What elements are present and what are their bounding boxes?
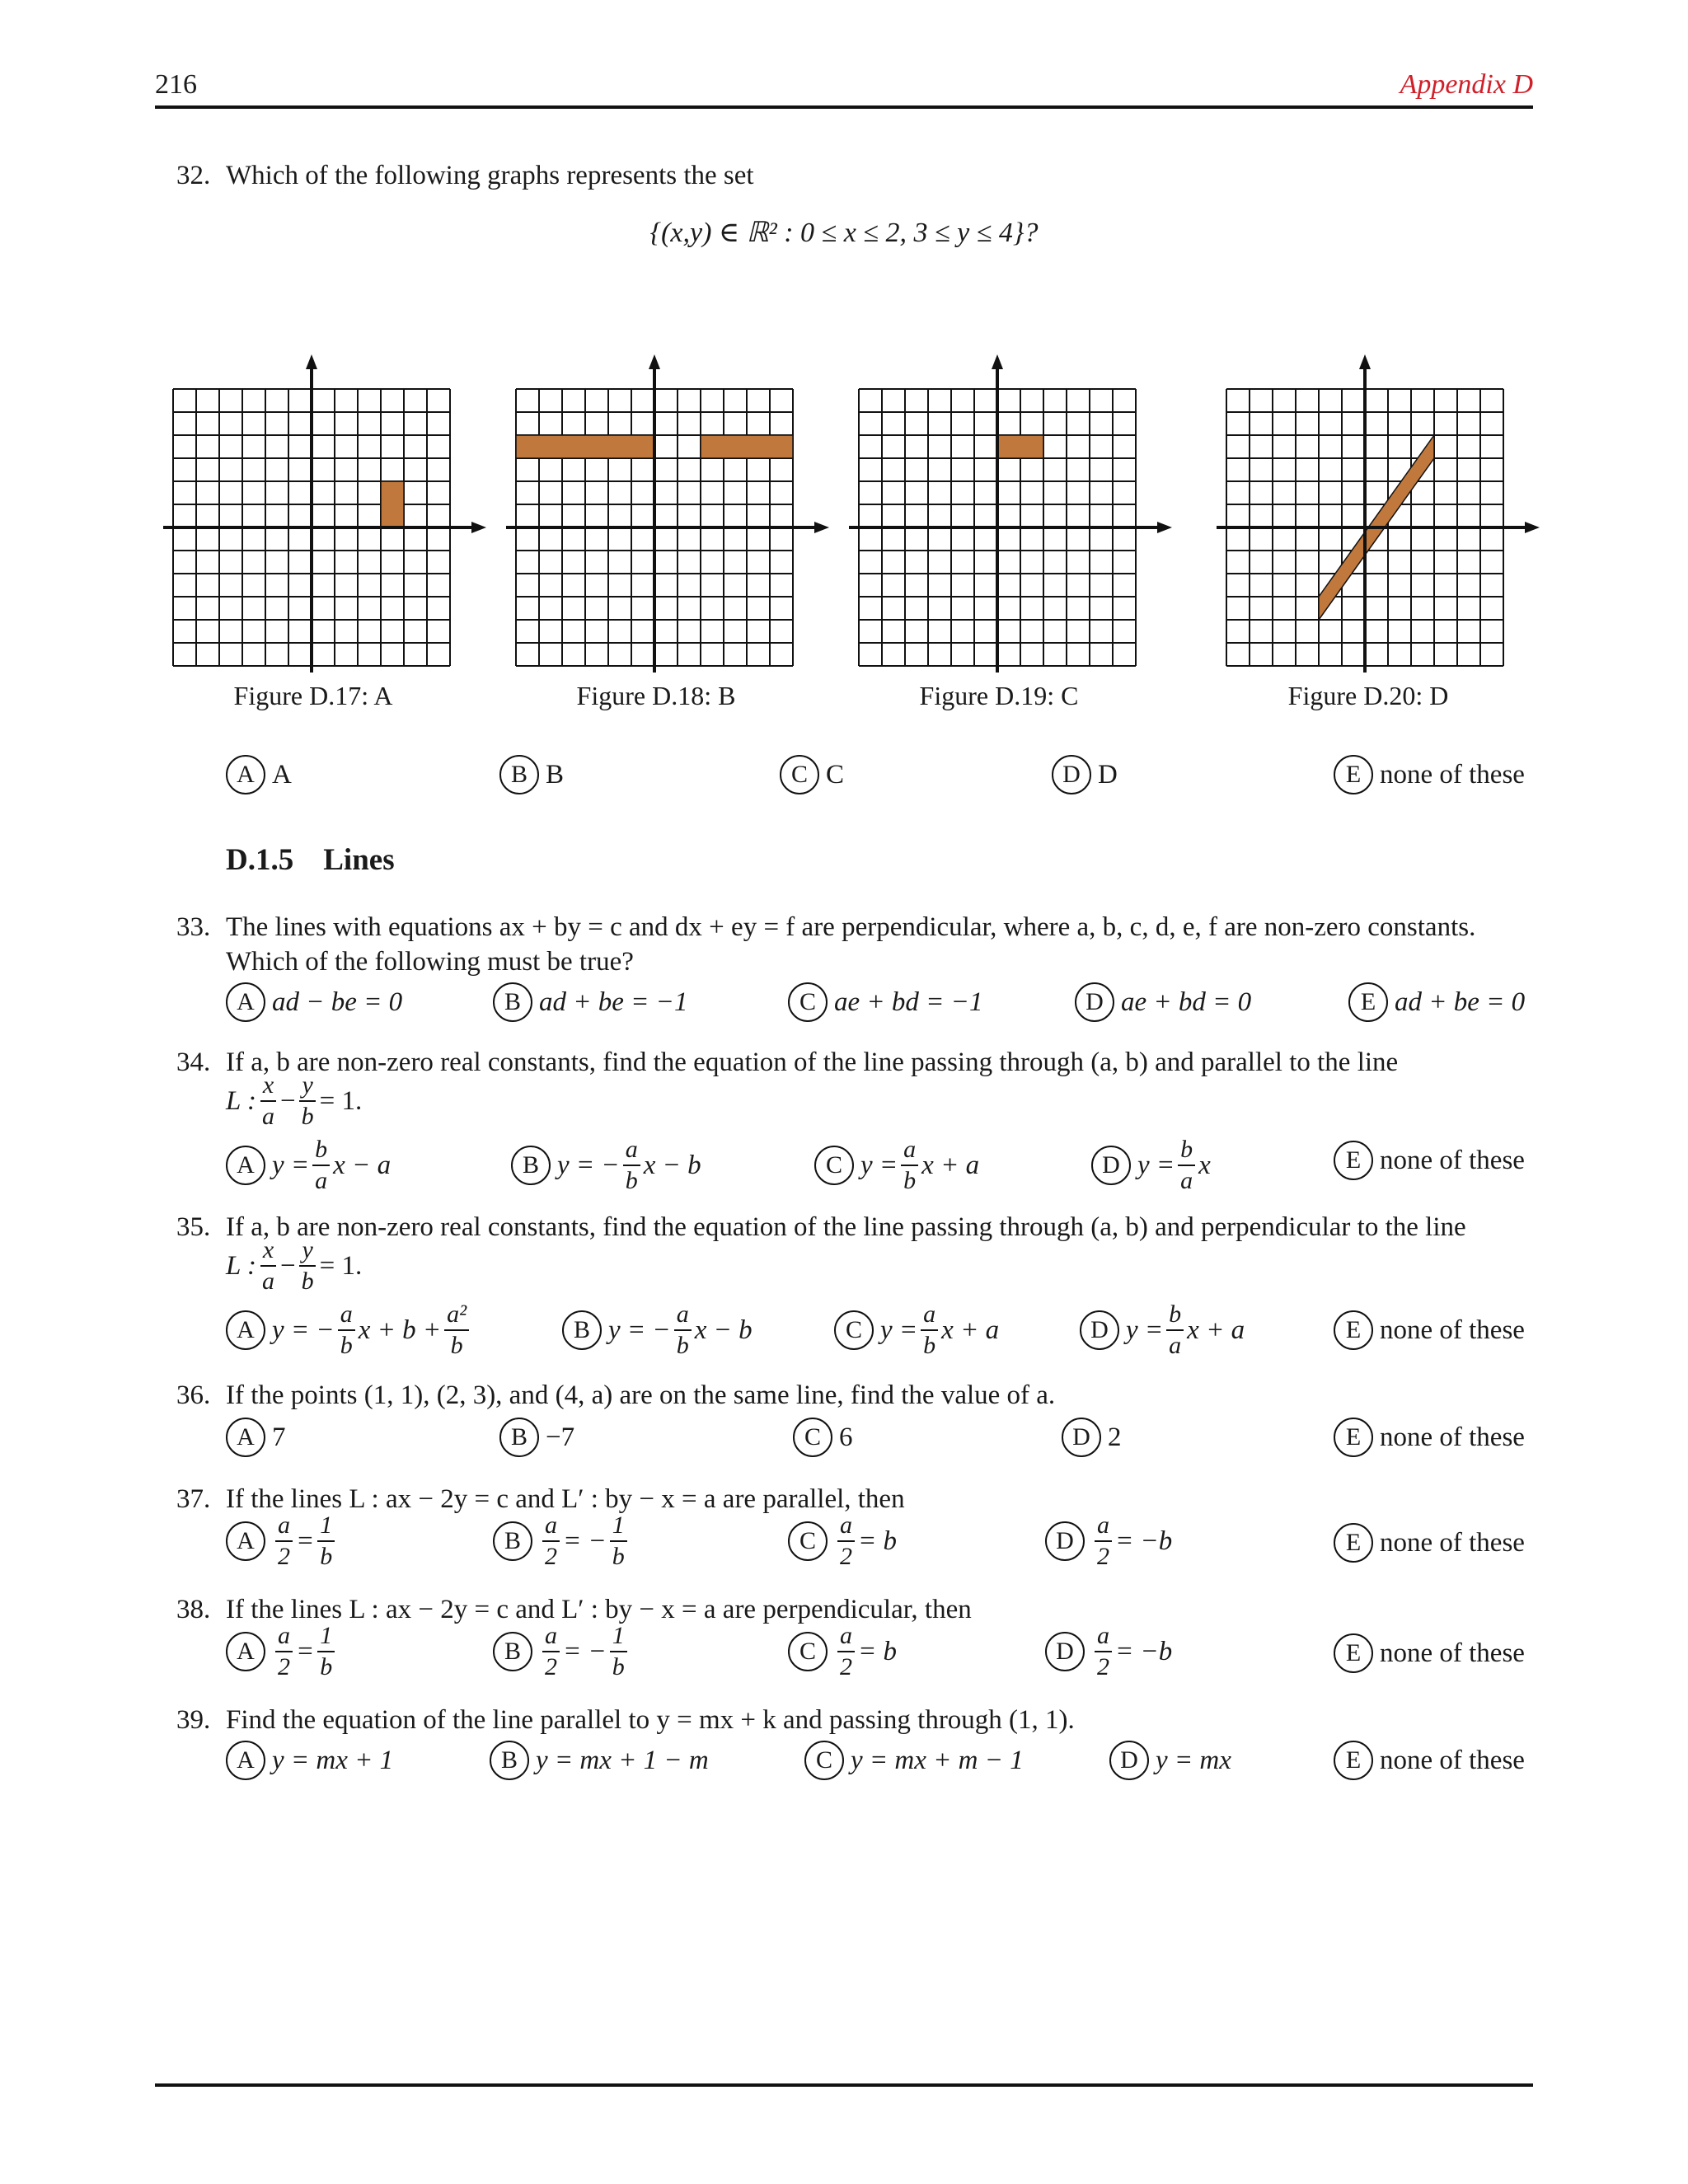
frac-num: a xyxy=(837,1624,855,1652)
choice-38-b[interactable] xyxy=(493,1624,631,1680)
question-33-line2: Which of the following must be true? xyxy=(226,947,634,977)
frac-den: b xyxy=(612,1653,625,1680)
frac-den: 2 xyxy=(545,1653,557,1680)
choice-letter: D xyxy=(1109,1741,1149,1780)
choice-text: −7 xyxy=(546,1422,575,1452)
page-number: 216 xyxy=(155,69,197,100)
choice-34-c[interactable] xyxy=(814,1137,979,1193)
frac-den: a xyxy=(1169,1332,1182,1359)
choice-text: none of these xyxy=(1380,1527,1525,1558)
frac-den: b xyxy=(340,1332,353,1359)
choice-letter: C xyxy=(788,982,828,1022)
frac-num: 1 xyxy=(610,1624,627,1652)
choice-letter: E xyxy=(1334,1141,1373,1180)
choice-text: C xyxy=(826,759,845,790)
choice-letter: E xyxy=(1334,1523,1373,1563)
choice-letter: A xyxy=(226,1521,265,1561)
frac-num: b xyxy=(1166,1302,1184,1331)
choice-letter: C xyxy=(834,1310,874,1350)
question-text: If the points (1, 1), (2, 3), and (4, a) are on the same line, find the value of a. xyxy=(226,1380,1056,1410)
choice-38-c[interactable] xyxy=(788,1624,897,1680)
graph-figure-b xyxy=(504,353,834,674)
choice-post: x + a xyxy=(941,1315,1000,1345)
header-rule xyxy=(155,105,1533,109)
choice-letter: B xyxy=(493,1521,532,1561)
question-number: 35. xyxy=(176,1212,211,1242)
choice-letter: B xyxy=(499,755,539,794)
choice-mid: = b xyxy=(858,1526,898,1556)
choice-text: y = mx + m − 1 xyxy=(851,1745,1024,1775)
shaded-region xyxy=(516,435,654,458)
choice-post: x + a xyxy=(921,1150,980,1180)
choice-post: x − b xyxy=(694,1315,753,1345)
choice-mid: = xyxy=(296,1636,315,1666)
question-text: If the lines L : ax − 2y = c and L′ : by − x = a are perpendicular, then xyxy=(226,1595,972,1624)
frac-den: a xyxy=(315,1167,328,1194)
frac-den: b xyxy=(320,1543,333,1570)
choice-32-c[interactable] xyxy=(780,755,844,794)
choice-39-c[interactable] xyxy=(804,1741,1024,1780)
appendix-title: Appendix D xyxy=(1400,69,1533,100)
choice-letter: B xyxy=(490,1741,529,1780)
choice-letter: B xyxy=(499,1418,539,1457)
choice-mid: = − xyxy=(563,1636,607,1666)
frac-num: a xyxy=(542,1513,560,1542)
choice-letter: E xyxy=(1334,1633,1373,1673)
choice-mid: = xyxy=(296,1526,315,1556)
graph-figure-c xyxy=(847,353,1177,674)
choice-letter: D xyxy=(1045,1632,1085,1671)
choice-text: none of these xyxy=(1380,1638,1525,1668)
question-number: 38. xyxy=(176,1595,211,1624)
choice-text: A xyxy=(272,759,292,790)
choice-37-d[interactable] xyxy=(1045,1513,1172,1569)
frac-den: 2 xyxy=(1097,1543,1109,1570)
choice-letter: E xyxy=(1334,755,1373,794)
choice-32-d[interactable] xyxy=(1052,755,1118,794)
shaded-region xyxy=(701,435,793,458)
choice-text: 7 xyxy=(272,1422,286,1452)
choice-letter: A xyxy=(226,1146,265,1185)
choice-36-b[interactable] xyxy=(499,1418,574,1457)
frac-num: a xyxy=(542,1624,560,1652)
frac-num: a xyxy=(837,1513,855,1542)
choice-pre: y = xyxy=(880,1315,918,1345)
frac-den: b xyxy=(676,1332,689,1359)
choice-letter: C xyxy=(780,755,819,794)
choice-text: ad + be = −1 xyxy=(539,987,688,1017)
frac-den: b xyxy=(903,1167,917,1194)
choice-letter: A xyxy=(226,982,265,1022)
section-number: D.1.5 xyxy=(226,843,294,877)
choice-letter: E xyxy=(1334,1310,1373,1350)
choice-35-b[interactable] xyxy=(562,1302,753,1358)
choice-pre: y = − xyxy=(272,1315,335,1345)
choice-34-b[interactable] xyxy=(511,1137,701,1193)
choice-letter: E xyxy=(1334,1741,1373,1780)
choice-pre: y = xyxy=(272,1150,310,1180)
choice-letter: A xyxy=(226,1310,265,1350)
choice-post: x + a xyxy=(1187,1315,1245,1345)
choice-39-d[interactable] xyxy=(1109,1741,1231,1780)
frac-num: a xyxy=(275,1624,293,1652)
frac-num: a xyxy=(674,1302,692,1331)
section-heading xyxy=(226,842,424,878)
question-text: Which of the following graphs represents the set xyxy=(226,161,754,190)
choice-text: ae + bd = 0 xyxy=(1121,987,1252,1017)
frac-num: a xyxy=(275,1513,293,1542)
figure-caption-a: Figure D.17: A xyxy=(233,681,393,710)
choice-35-e[interactable] xyxy=(1334,1310,1525,1350)
section-title: Lines xyxy=(323,843,395,877)
y-axis-arrow xyxy=(992,354,1003,369)
choice-letter: A xyxy=(226,1741,265,1780)
choice-text: ad + be = 0 xyxy=(1395,987,1526,1017)
choice-33-a[interactable] xyxy=(226,982,402,1022)
choice-letter: C xyxy=(788,1521,828,1561)
frac-num: a² xyxy=(444,1302,469,1331)
choice-39-e[interactable] xyxy=(1334,1741,1525,1780)
choice-34-e[interactable] xyxy=(1334,1141,1525,1180)
frac-num: 1 xyxy=(317,1624,335,1652)
choice-text: none of these xyxy=(1380,759,1525,790)
choice-35-c[interactable] xyxy=(834,1302,999,1358)
frac-den: b xyxy=(612,1543,625,1570)
frac-num: b xyxy=(1178,1137,1195,1166)
choice-mid: = −b xyxy=(1115,1636,1173,1666)
choice-text: y = mx + 1 xyxy=(272,1745,394,1775)
question-text: If the lines L : ax − 2y = c and L′ : by − x = a are parallel, then xyxy=(226,1484,905,1514)
frac-den: 2 xyxy=(840,1653,852,1680)
choice-letter: D xyxy=(1052,755,1091,794)
choice-text: none of these xyxy=(1380,1422,1525,1452)
choice-text: 2 xyxy=(1108,1422,1122,1452)
choice-letter: A xyxy=(226,755,265,794)
choice-35-d[interactable] xyxy=(1080,1302,1245,1358)
y-axis-arrow xyxy=(1359,354,1371,369)
frac-den: 2 xyxy=(278,1543,290,1570)
x-axis-arrow xyxy=(814,522,829,533)
line-label: L : xyxy=(226,1250,256,1281)
line-L-34: L : $\frac{x}{a}$ − $\frac{y}{b}$ = 1. xyxy=(226,1071,363,1130)
choice-post: x − a xyxy=(333,1150,392,1180)
figure-caption-d: Figure D.20: D xyxy=(1287,681,1449,710)
choice-pre: y = xyxy=(1137,1150,1175,1180)
choice-letter: C xyxy=(814,1146,854,1185)
choice-post: x + b + xyxy=(358,1315,442,1345)
choice-letter: E xyxy=(1334,1418,1373,1457)
frac-num: a xyxy=(338,1302,355,1331)
choice-33-b[interactable] xyxy=(493,982,687,1022)
choice-35-a[interactable] xyxy=(226,1302,472,1358)
line-L-35: L : $\frac{x}{a}$ − $\frac{y}{b}$ = 1. xyxy=(226,1236,363,1295)
choice-pre: y = − xyxy=(608,1315,671,1345)
choice-37-c[interactable] xyxy=(788,1513,897,1569)
graph-figure-d xyxy=(1215,353,1545,674)
question-number: 36. xyxy=(176,1380,211,1410)
line-end: = 1. xyxy=(319,1085,363,1116)
choice-36-d[interactable] xyxy=(1062,1418,1122,1457)
choice-letter: D xyxy=(1062,1418,1101,1457)
frac-num: 1 xyxy=(610,1513,627,1542)
shaded-region xyxy=(997,435,1043,458)
figure-caption-c: Figure D.19: C xyxy=(919,681,1079,710)
frac-den: b xyxy=(625,1167,638,1194)
x-axis-arrow xyxy=(1157,522,1172,533)
x-axis-arrow xyxy=(471,522,486,533)
frac-num: 1 xyxy=(317,1513,335,1542)
question-number: 39. xyxy=(176,1705,211,1735)
choice-38-a[interactable] xyxy=(226,1624,338,1680)
choice-mid: = − xyxy=(563,1526,607,1556)
choice-text: none of these xyxy=(1380,1315,1525,1345)
line-end: = 1. xyxy=(319,1250,363,1281)
line-label: L : xyxy=(226,1085,256,1116)
choice-33-c[interactable] xyxy=(788,982,982,1022)
shaded-region xyxy=(381,481,404,527)
choice-letter: D xyxy=(1080,1310,1119,1350)
frac-num: a xyxy=(1095,1624,1112,1652)
choice-mid: = −b xyxy=(1115,1526,1173,1556)
choice-38-e[interactable] xyxy=(1334,1633,1525,1673)
choice-39-a[interactable] xyxy=(226,1741,393,1780)
choice-37-b[interactable] xyxy=(493,1513,631,1569)
frac-den: 2 xyxy=(840,1543,852,1570)
choice-text: ae + bd = −1 xyxy=(834,987,983,1017)
figure-caption-b: Figure D.18: B xyxy=(576,681,736,710)
choice-33-d[interactable] xyxy=(1075,982,1251,1022)
choice-post: x − b xyxy=(643,1150,701,1180)
choice-letter: E xyxy=(1348,982,1388,1022)
frac-den: 2 xyxy=(1097,1653,1109,1680)
set-expression: {(x,y) ∈ ℝ² : 0 ≤ x ≤ 2, 3 ≤ y ≤ 4}? xyxy=(649,218,1039,248)
choice-letter: B xyxy=(562,1310,602,1350)
choice-pre: y = xyxy=(1126,1315,1164,1345)
choice-33-e[interactable] xyxy=(1348,982,1525,1022)
choice-36-c[interactable] xyxy=(793,1418,853,1457)
frac-num: b xyxy=(312,1137,330,1166)
choice-text: B xyxy=(546,759,565,790)
question-number: 37. xyxy=(176,1484,211,1514)
frac-num: a xyxy=(623,1137,640,1166)
question-text: If a, b are non-zero real constants, find the equation of the line passing through (a, b) and perpendicular to the line xyxy=(226,1212,1466,1242)
choice-letter: C xyxy=(793,1418,832,1457)
choice-letter: C xyxy=(788,1632,828,1671)
choice-pre: y = xyxy=(860,1150,898,1180)
choice-letter: B xyxy=(511,1146,551,1185)
choice-32-b[interactable] xyxy=(499,755,564,794)
choice-37-e[interactable] xyxy=(1334,1523,1525,1563)
choice-text: none of these xyxy=(1380,1145,1525,1175)
choice-36-e[interactable] xyxy=(1334,1418,1525,1457)
question-number: 33. xyxy=(176,912,211,942)
frac-num: a xyxy=(921,1302,938,1331)
choice-letter: D xyxy=(1075,982,1114,1022)
choice-37-a[interactable] xyxy=(226,1513,338,1569)
choice-36-a[interactable] xyxy=(226,1418,286,1457)
question-text: Find the equation of the line parallel to y = mx + k and passing through (1, 1). xyxy=(226,1705,1075,1735)
choice-text: y = mx xyxy=(1156,1745,1231,1775)
choice-text: none of these xyxy=(1380,1745,1525,1775)
choice-letter: A xyxy=(226,1418,265,1457)
frac-den: a xyxy=(1180,1167,1193,1194)
choice-letter: B xyxy=(493,982,532,1022)
question-number: 34. xyxy=(176,1047,211,1077)
question-text: If a, b are non-zero real constants, find the equation of the line passing through (a, b) and parallel to the line xyxy=(226,1047,1399,1077)
choice-39-b[interactable] xyxy=(490,1741,709,1780)
choice-34-a[interactable] xyxy=(226,1137,391,1193)
choice-32-a[interactable] xyxy=(226,755,292,794)
choice-pre: y = − xyxy=(557,1150,620,1180)
choice-letter: D xyxy=(1045,1521,1085,1561)
choice-text: y = mx + 1 − m xyxy=(536,1745,709,1775)
choice-38-d[interactable] xyxy=(1045,1624,1172,1680)
choice-32-e[interactable] xyxy=(1334,755,1525,794)
x-axis-arrow xyxy=(1525,522,1540,533)
y-axis-arrow xyxy=(649,354,660,369)
choice-text: D xyxy=(1098,759,1118,790)
choice-letter: A xyxy=(226,1632,265,1671)
choice-text: ad − be = 0 xyxy=(272,987,403,1017)
question-text: The lines with equations ax + by = c and dx + ey = f are perpendicular, where a, b, c, d, e, f are non-zero constants. xyxy=(226,912,1476,942)
frac-num: a xyxy=(901,1137,918,1166)
choice-text: 6 xyxy=(839,1422,853,1452)
frac-den: b xyxy=(320,1653,333,1680)
frac-num: a xyxy=(1095,1513,1112,1542)
choice-letter: C xyxy=(804,1741,844,1780)
choice-34-d[interactable] xyxy=(1091,1137,1211,1193)
frac-den: b xyxy=(450,1332,463,1359)
graph-figure-a xyxy=(162,353,491,674)
choice-mid: = b xyxy=(858,1636,898,1666)
question-number: 32. xyxy=(176,161,211,190)
frac-den: 2 xyxy=(545,1543,557,1570)
frac-den: b xyxy=(923,1332,936,1359)
choice-letter: B xyxy=(493,1632,532,1671)
frac-den: 2 xyxy=(278,1653,290,1680)
choice-post: x xyxy=(1198,1150,1211,1180)
y-axis-arrow xyxy=(306,354,317,369)
footer-rule xyxy=(155,2083,1533,2087)
choice-letter: D xyxy=(1091,1146,1131,1185)
